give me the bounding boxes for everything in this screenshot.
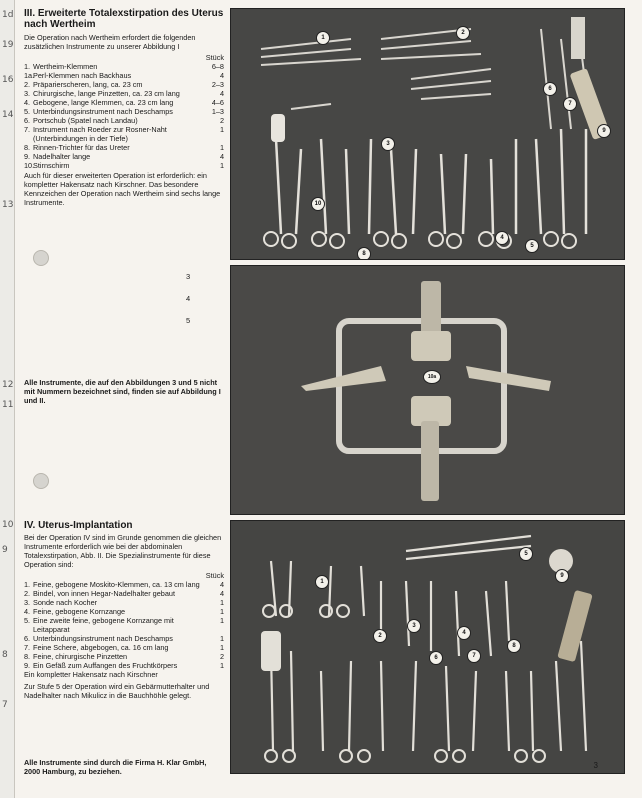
figures-note: Alle Instrumente, die auf den Abbildungen 3 und 5 nicht mit Nummern bezeichnet sind, finden sie auf Abbildung I und II. <box>24 378 221 405</box>
section-3-instrument-list <box>24 62 224 170</box>
figure-label: 1 <box>316 31 330 45</box>
binding-spine <box>0 0 15 798</box>
section-4-intro: Bei der Operation IV sind im Grunde genommen die gleichen Instrumente erforderlich wie bei der abdominalen Totalexstirpation, Abb. II. Die Spezialinstrumente für diese Operation sind: <box>24 533 222 569</box>
photo-retractor-frame <box>230 265 625 515</box>
stueck-label: Stück <box>205 571 224 580</box>
list-item: 10. Stirnschirm 1 <box>24 161 224 170</box>
spine-mark: 14 <box>2 110 14 120</box>
figure-label: 3 <box>407 619 421 633</box>
figure-label: 7 <box>467 649 481 663</box>
figure-label: 4 <box>457 626 471 640</box>
figure-label: 10 <box>311 197 325 211</box>
spine-mark: 16 <box>2 75 14 85</box>
implantation-instruments-illustration <box>231 521 624 773</box>
list-item: 4. Gebogene, lange Klemmen, ca. 23 cm lang 4–6 <box>24 98 224 107</box>
list-item: 3. Sonde nach Kocher 1 <box>24 598 224 607</box>
figure-numbers <box>186 266 190 332</box>
footer-note: Alle Instrumente sind durch die Firma H. Klar GmbH, 2000 Hamburg, zu beziehen. <box>24 758 207 776</box>
spine-mark: 1d <box>2 10 14 20</box>
spine-mark: 12 <box>2 380 14 390</box>
spine-mark: 19 <box>2 40 14 50</box>
list-item: 1. Wertheim-Klemmen 6–8 <box>24 62 224 71</box>
photo-wertheim-instruments <box>230 8 625 260</box>
spine-mark: 11 <box>2 400 14 410</box>
section-4-text <box>24 520 224 700</box>
section-3-intro: Die Operation nach Wertheim erfordert die folgenden zusätzlichen Instrumente zu unserer Abbildung I <box>24 33 196 51</box>
list-item: 8. Rinnen-Trichter für das Ureter 1 <box>24 143 224 152</box>
figure-label: 6 <box>543 82 557 96</box>
spine-mark: 8 <box>2 650 8 660</box>
list-item: 6. Portschub (Spatel nach Landau) 2 <box>24 116 224 125</box>
section-3-text <box>24 8 224 207</box>
spine-mark: 13 <box>2 200 14 210</box>
list-item: 9. Ein Gefäß zum Auffangen des Fruchtkörpers 1 <box>24 661 224 670</box>
spine-mark: 10 <box>2 520 14 530</box>
section-4-hooks: Ein kompletter Hakensatz nach Kirschner <box>24 670 158 679</box>
figure-label: 5 <box>519 547 533 561</box>
figure-label: 2 <box>373 629 387 643</box>
spine-mark: 7 <box>2 700 8 710</box>
figure-label: 5 <box>525 239 539 253</box>
section-4-instrument-list <box>24 580 224 670</box>
figure-label: 10a <box>423 370 441 384</box>
figure-number: 5 <box>186 316 191 325</box>
spine-mark: 9 <box>2 545 8 555</box>
list-item: 1. Feine, gebogene Moskito-Klemmen, ca. 13 cm lang 4 <box>24 580 224 589</box>
photo-implantation-instruments <box>230 520 625 774</box>
list-item: 7. Feine Schere, abgebogen, ca. 16 cm lang 1 <box>24 643 224 652</box>
figure-label: 4 <box>495 231 509 245</box>
section-3-heading: III. Erweiterte Totalexstirpation des Uterus nach Wertheim <box>24 8 224 30</box>
section-4-notes: Zur Stufe 5 der Operation wird ein Gebärmutterhalter und Nadelhalter nach Mikulicz in die Bauchhöhle gelegt. <box>24 682 210 700</box>
page-number: 3 <box>593 761 598 770</box>
list-item: 4. Feine, gebogene Kornzange 1 <box>24 607 224 616</box>
punch-hole <box>33 250 49 266</box>
list-item: 8. Feine, chirurgische Pinzetten 2 <box>24 652 224 661</box>
figure-label: 8 <box>507 639 521 653</box>
punch-hole <box>33 473 49 489</box>
list-item: 5. Unterbindungsinstrument nach Deschamps 1–3 <box>24 107 224 116</box>
list-item: 9. Nadelhalter lange 4 <box>24 152 224 161</box>
list-item: 1a. Perl-Klemmen nach Backhaus 4 <box>24 71 224 80</box>
list-item: 7. Instrument nach Roeder zur Rosner-Naht (Unterbindungen in der Tiefe) 1 <box>24 125 224 143</box>
figure-label: 7 <box>563 97 577 111</box>
figure-label: 2 <box>456 26 470 40</box>
list-item: 3. Chirurgische, lange Pinzetten, ca. 23 cm lang 4 <box>24 89 224 98</box>
list-item: 2. Präparierscheren, lang, ca. 23 cm 2–3 <box>24 80 224 89</box>
stueck-label: Stück <box>205 53 224 62</box>
list-item: 2. Bindel, von innen Hegar-Nadelhalter gebaut 4 <box>24 589 224 598</box>
figure-number: 4 <box>186 294 191 303</box>
list-item: 6. Unterbindungsinstrument nach Deschamps 1 <box>24 634 224 643</box>
surgical-instruments-illustration <box>231 9 624 259</box>
figure-label: 9 <box>555 569 569 583</box>
section-3-notes: Auch für dieser erweiterten Operation ist erforderlich: ein kompletter Hakensatz nach Kirschner. Das besondere Kennzeichen der Operation nach Wertheim sind sechs lange Instrumente. <box>24 171 221 207</box>
list-item: 5. Eine zweite feine, gebogene Kornzange mit Leitapparat 1 <box>24 616 224 634</box>
retractor-frame-illustration <box>231 266 624 514</box>
section-4-heading: IV. Uterus-Implantation <box>24 520 133 531</box>
figure-number: 3 <box>186 272 191 281</box>
figure-label: 9 <box>597 124 611 138</box>
figure-label: 6 <box>429 651 443 665</box>
figure-label: 1 <box>315 575 329 589</box>
figure-label: 8 <box>357 247 371 260</box>
figure-label: 3 <box>381 137 395 151</box>
